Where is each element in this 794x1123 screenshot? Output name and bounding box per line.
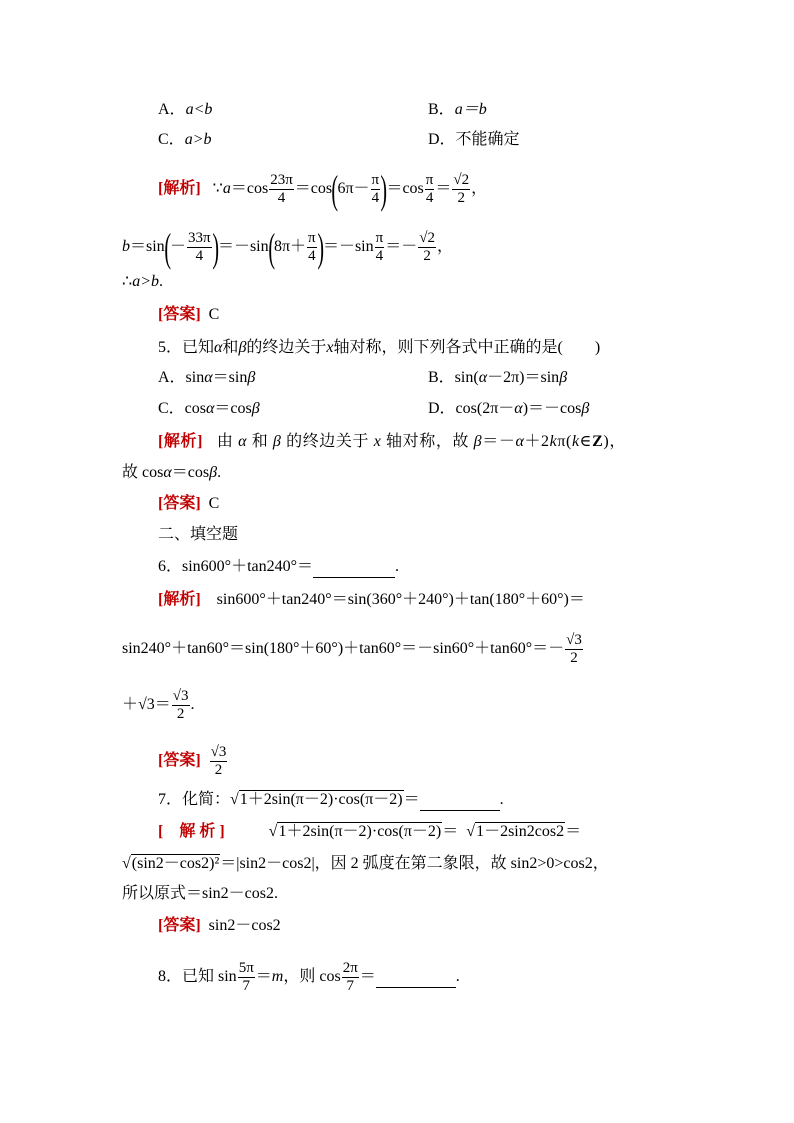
q5-option-d: D．cos(2π－α)＝－cosβ — [428, 400, 590, 417]
section-heading: 二、填空题 — [158, 526, 239, 543]
analysis-label: [解析] — [158, 433, 204, 450]
fraction: $\frac{5\pi}{7}$ — [238, 960, 254, 994]
q4-option-c: C．a>b — [158, 131, 212, 148]
q4-analysis-line-1: [解析] ∵a＝cos $\frac{23\pi}{4}$ ＝cos(6π－ $\frac{\pi}{4}$ )＝cos $\frac{\pi}{4}$ ＝ $\frac{√2}{2}$ ， — [158, 166, 488, 212]
fraction: $\frac{23\pi}{4}$ — [270, 172, 293, 206]
analysis-label: [解析] — [158, 591, 201, 608]
q7-stem: 7．化简：√1＋2sin(π－2)·cos(π－2)＝ . — [158, 790, 504, 811]
answer-label: [答案] — [158, 495, 201, 512]
q5-stem: 5．已知α和β的终边关于x轴对称，则下列各式中正确的是( ) — [158, 339, 601, 356]
q4-option-b: B．a＝b — [428, 101, 487, 118]
fraction: $\frac{√3}{2}$ — [172, 688, 189, 722]
q4-analysis-line-3: ∴a>b. — [122, 273, 163, 290]
q5-option-c: C．cosα＝cosβ — [158, 400, 260, 417]
radical: √1－2sin2cos2 — [466, 823, 565, 840]
fraction: $\frac{√2}{2}$ — [419, 230, 435, 264]
fraction: $\frac{√2}{2}$ — [453, 172, 470, 206]
radical: √(sin2－cos2)² — [122, 855, 220, 872]
radical: √1＋2sin(π－2)·cos(π－2) — [268, 823, 442, 840]
q6-analysis-line-3: ＋√3＝ $\frac{√3}{2}$ . — [122, 688, 195, 722]
q7-answer: [答案] sin2－cos2 — [158, 917, 281, 934]
analysis-label: [ 解 析 ] — [158, 823, 225, 840]
q4-analysis-line-2: b＝sin(－ $\frac{33\pi}{4}$ )＝－sin(8π＋ $\frac{\pi}{4}$ )＝－sin $\frac{\pi}{4}$ ＝－ $\frac{√2}{2}$ ， — [122, 224, 453, 270]
q4-option-a: A．a<b — [158, 101, 213, 118]
fraction: $\frac{2\pi}{7}$ — [342, 960, 358, 994]
q7-analysis-line-1: [ 解 析 ] √1＋2sin(π－2)·cos(π－2)＝ √1－2sin2cos2＝ — [158, 823, 582, 840]
q6-stem: 6．sin600°＋tan240°＝ . — [158, 557, 399, 578]
q4-option-d: D．不能确定 — [428, 131, 520, 148]
fraction: $\frac{\pi}{4}$ — [308, 230, 316, 264]
q5-answer: [答案] C — [158, 495, 220, 512]
q6-analysis-line-2: sin240°＋tan60°＝sin(180°＋60°)＋tan60°＝－sin60°＋tan60°＝－ $\frac{√3}{2}$ — [122, 632, 582, 666]
analysis-label: [解析] — [158, 180, 201, 198]
fraction: $\frac{33\pi}{4}$ — [188, 230, 211, 264]
fraction: $\frac{\pi}{4}$ — [375, 230, 384, 264]
fraction: $\frac{\pi}{4}$ — [425, 172, 434, 206]
q7-analysis-line-3: 所以原式＝sin2－cos2. — [122, 885, 279, 902]
q5-analysis-line-1: [解析] 由 α 和 β 的终边关于 x 轴对称，故 β＝－α＋2kπ(k∈Z)， — [158, 433, 626, 450]
q5-analysis-line-2: 故 cosα＝cosβ. — [122, 464, 222, 481]
q8-stem: 8．已知 sin $\frac{5\pi}{7}$ ＝m，则 cos $\frac{2\pi}{7}$ ＝ . — [158, 960, 460, 994]
q4-answer: [答案] C — [158, 306, 220, 323]
q6-answer — [158, 744, 228, 779]
q7-analysis-line-2: √(sin2－cos2)²＝|sin2－cos2|，因 2 弧度在第二象限，故 sin2>0>cos2， — [122, 855, 609, 872]
fraction: $\frac{√3}{2}$ — [566, 632, 582, 666]
answer-label: [答案] — [158, 917, 201, 934]
q5-option-b: B．sin(α－2π)＝sinβ — [428, 369, 568, 386]
fraction: $\frac{\pi}{4}$ — [371, 172, 380, 206]
q6-analysis-line-1: [解析] sin600°＋tan240°＝sin(360°＋240°)＋tan(180°＋60°)＝ — [158, 591, 585, 608]
q5-option-a: A．sinα＝sinβ — [158, 369, 256, 386]
answer-label: [答案] — [158, 752, 201, 770]
radical: √1＋2sin(π－2)·cos(π－2) — [230, 791, 403, 808]
answer-label: [答案] — [158, 306, 201, 323]
fraction: $\frac{√3}{2}$ — [210, 744, 227, 778]
